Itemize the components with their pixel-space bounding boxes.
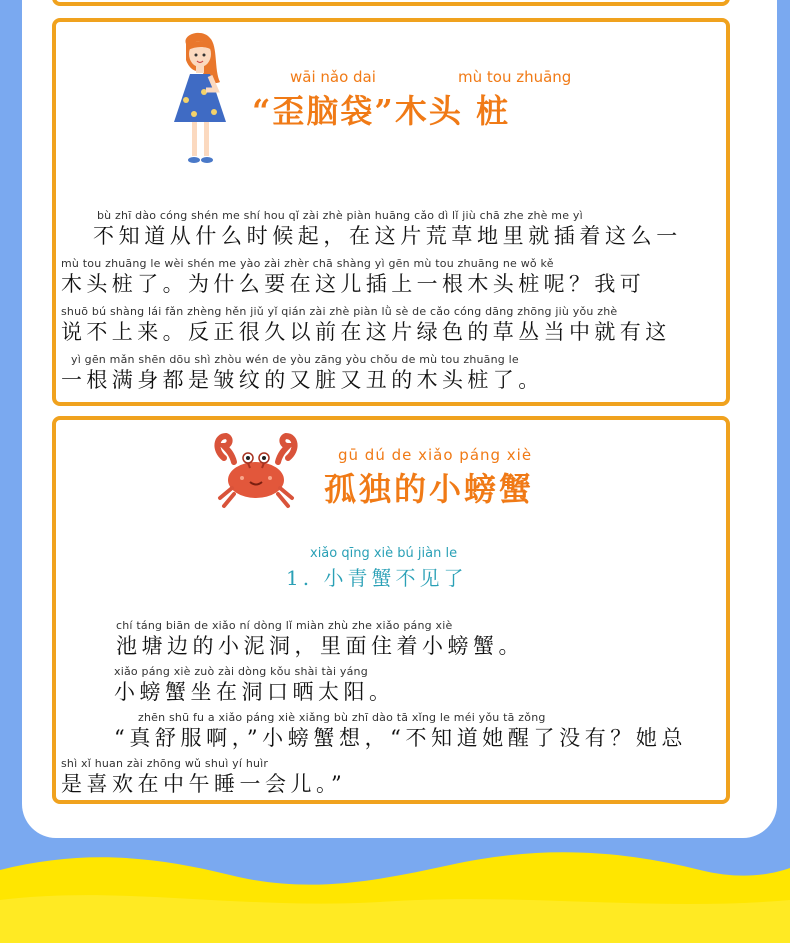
pinyin-line: zhēn shū fu a xiǎo páng xiè xiǎng bù zhī dào tā xǐng le méi yǒu tā zǒng [138,711,546,724]
pinyin-line: mù tou zhuāng le wèi shén me yào zài zhèr chā shàng yì gēn mù tou zhuāng ne wǒ kě [61,257,554,270]
girl-illustration-icon [164,30,242,170]
paragraph-line [114,710,687,751]
hanzi-line: 不知道从什么时候起，在这片荒草地里就插着这么一 [93,224,682,248]
title-pinyin-2: mù tou zhuāng [458,68,572,86]
story-card-lonely-crab [52,416,730,804]
title-pinyin-1: wāi nǎo dai [290,68,376,86]
hanzi-line: 说不上来。反正很久以前在这片绿色的草丛当中就有这 [61,320,671,344]
previous-card [52,0,730,6]
story-title: “歪脑袋”木头 桩 [252,92,510,130]
paragraph-line [61,256,645,297]
pinyin-line: bù zhī dào cóng shén me shí hou qǐ zài zhè piàn huāng cǎo dì lǐ jiù chā zhe zhè me yì [97,209,583,222]
paragraph-line [65,208,682,249]
hanzi-line: 小螃蟹坐在洞口晒太阳。 [114,680,395,704]
pinyin-line: shuō bú shàng lái fǎn zhèng hěn jiǔ yǐ qián zài zhè piàn lǜ sè de cǎo cóng dāng zhōng jiù yǒu zhè [61,305,618,318]
subtitle-pinyin: xiǎo qīng xiè bú jiàn le [310,546,458,561]
paragraph-line [61,352,544,393]
yellow-wave-decoration [0,830,790,943]
pinyin-line: yì gēn mǎn shēn dōu shì zhòu wén de yòu zāng yòu chǒu de mù tou zhuāng le [71,353,519,366]
paragraph-line [61,304,671,345]
pinyin-line: xiǎo páng xiè zuò zài dòng kǒu shài tài yáng [114,665,368,678]
hanzi-line: 是喜欢在中午睡一会儿。” [61,772,347,796]
pinyin-line: chí táng biān de xiǎo ní dòng lǐ miàn zhù zhe xiǎo páng xiè [116,619,453,632]
story-card-wooden-stake [52,18,730,406]
crab-illustration-icon [210,432,302,512]
title-pinyin: gū dú de xiǎo páng xiè [338,446,533,464]
paragraph-line [61,756,346,797]
paragraph-line [114,664,395,705]
pinyin-line: shì xǐ huan zài zhōng wǔ shuì yí huìr [61,757,269,770]
hanzi-line: 木头桩了。为什么要在这儿插上一根木头桩呢？我可 [61,272,646,296]
hanzi-line: “真舒服啊，”小螃蟹想，“不知道她醒了没有？她总 [114,726,688,750]
chapter-subtitle: 1. 小青蟹不见了 [286,566,468,590]
story-title: 孤独的小螃蟹 [324,470,535,508]
paragraph-line [116,618,524,659]
hanzi-line: 池塘边的小泥洞，里面住着小螃蟹。 [116,634,524,658]
hanzi-line: 一根满身都是皱纹的又脏又丑的木头桩了。 [61,368,544,392]
